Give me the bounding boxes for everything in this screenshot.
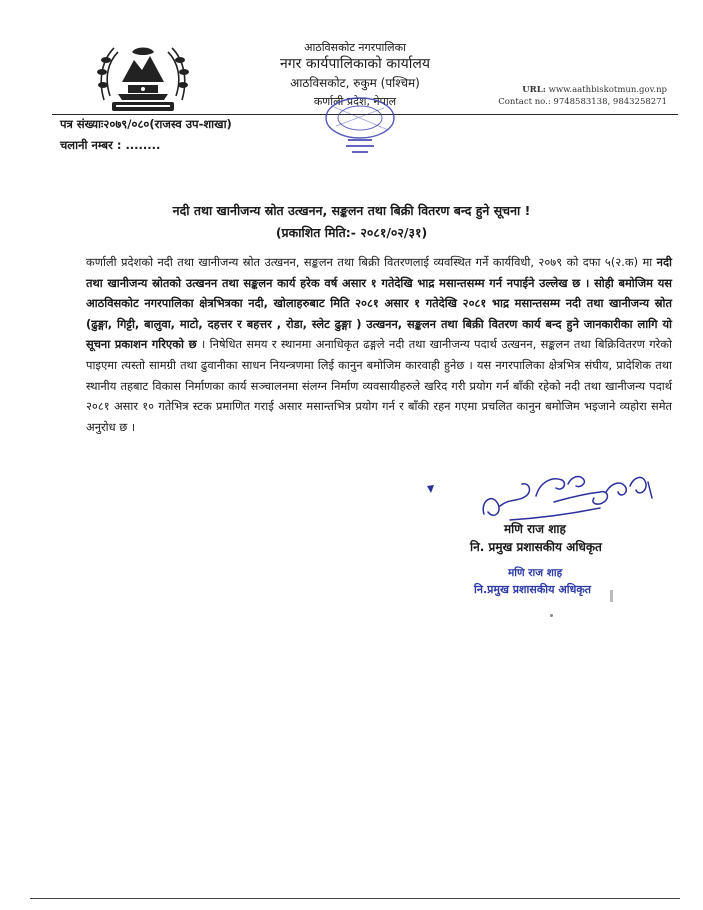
office-municipality-name: आठविसकोट नगरपालिका	[304, 41, 406, 54]
url-label: URL:	[522, 85, 546, 95]
notice-title: नदी तथा खानीजन्य स्रोत उत्खनन, सङ्कलन तथा बिक्री वितरण बन्द हुने सूचना !	[172, 203, 531, 218]
scan-artifact	[610, 590, 613, 602]
url-value: www.aathbiskotmun.gov.np	[548, 85, 667, 95]
office-province: कर्णाली प्रदेश, नेपाल	[313, 95, 397, 108]
notice-published-date: (प्रकाशित मिति:- २०८१/०२/३१)	[275, 225, 428, 240]
notice-body	[86, 252, 672, 437]
office-name: नगर कार्यपालिकाको कार्यालय	[280, 56, 430, 72]
body-part-1: कर्णाली प्रदेशको नदी तथा खानीजन्य स्रोत उत्खनन, सङ्कलन तथा बिक्री वितरणलाई व्यवस्थित गर्ने कार्यविधी, २०७९ को दफा ५(२.क) मा	[86, 255, 657, 269]
handwritten-signature-icon	[470, 462, 670, 526]
office-address: आठविसकोट, रुकुम (पश्चिम)	[290, 76, 420, 90]
dispatch-number: चलानी नम्बर : ........	[60, 138, 161, 152]
body-part-2-bold: नदी तथा खानीजन्य स्रोतको उत्खनन तथा सङ्कलन कार्य हरेक वर्ष असार १ गतेदेखि भाद्र मसान्तसम्म गर्न नपाईने उल्लेख छ । सोही बमोजिम यस आठविसकोट नगरपालिका क्षेत्रभित्रका नदी, खोलाहरुबाट मिति २०८१ असार १ गतेदेखि २०८१ भाद्र मसान्तसम्म नदी तथा खानीजन्य स्रोत (ढुङ्गा, गिट्टी, बालुवा, माटो, दहत्तर र बहत्तर , रोडा, स्लेट ढुङ्गा ) उत्खनन, सङ्कलन तथा बिक्री वितरण कार्य बन्द हुने जानकारीका लागि यो सूचना प्रकाशन गरिएको छ	[86, 255, 672, 352]
nepal-emblem-icon	[92, 30, 194, 118]
ink-mark-icon	[424, 482, 438, 496]
seal-signatory-name: मणि राज शाह	[508, 567, 563, 579]
municipality-seal-icon	[318, 96, 402, 156]
signatory-designation: नि. प्रमुख प्रशासकीय अधिकृत	[470, 540, 602, 554]
scan-artifact	[550, 614, 553, 617]
reference-number: पत्र संख्याः२०७९/०८०(राजस्व उप-शाखा)	[60, 117, 232, 131]
signatory-name: मणि राज शाह	[504, 522, 566, 536]
footer-divider	[30, 898, 680, 899]
contact-label: Contact no.:	[498, 97, 551, 107]
seal-signatory-designation: नि.प्रमुख प्रशासकीय अधिकृत	[474, 583, 592, 596]
contact-block	[498, 84, 667, 108]
body-part-3: । निषेधित समय र स्थानमा अनाधिकृत ढङ्गले नदी तथा खानीजन्य पदार्थ उत्खनन, सङ्कलन तथा बिक्रिवितरण गरेको पाइएमा त्यस्तो सामग्री तथा ढुवानीका साधन नियन्त्रणमा लिई कानुन बमोजिम कारवाही हुनेछ । यस नगरपालिका क्षेत्रभित्र संघीय, प्रादेशिक तथा स्थानीय तहबाट विकास निर्माणका कार्य सञ्चालनमा संलग्न निर्माण व्यवसायीहरुले खरिद गरी प्रयोग गर्न बाँकी रहेको नदी तथा खानीजन्य पदार्थ २०८१ असार १० गतेभित्र स्टक प्रमाणित गराई असार मसान्तभित्र प्रयोग गर्न र बाँकी रहन गएमा प्रचलित कानुन बमोजिम भइजाने व्यहोरा समेत अनुरोध छ ।	[86, 337, 672, 434]
contact-value: 9748583138, 9843258271	[553, 97, 667, 107]
